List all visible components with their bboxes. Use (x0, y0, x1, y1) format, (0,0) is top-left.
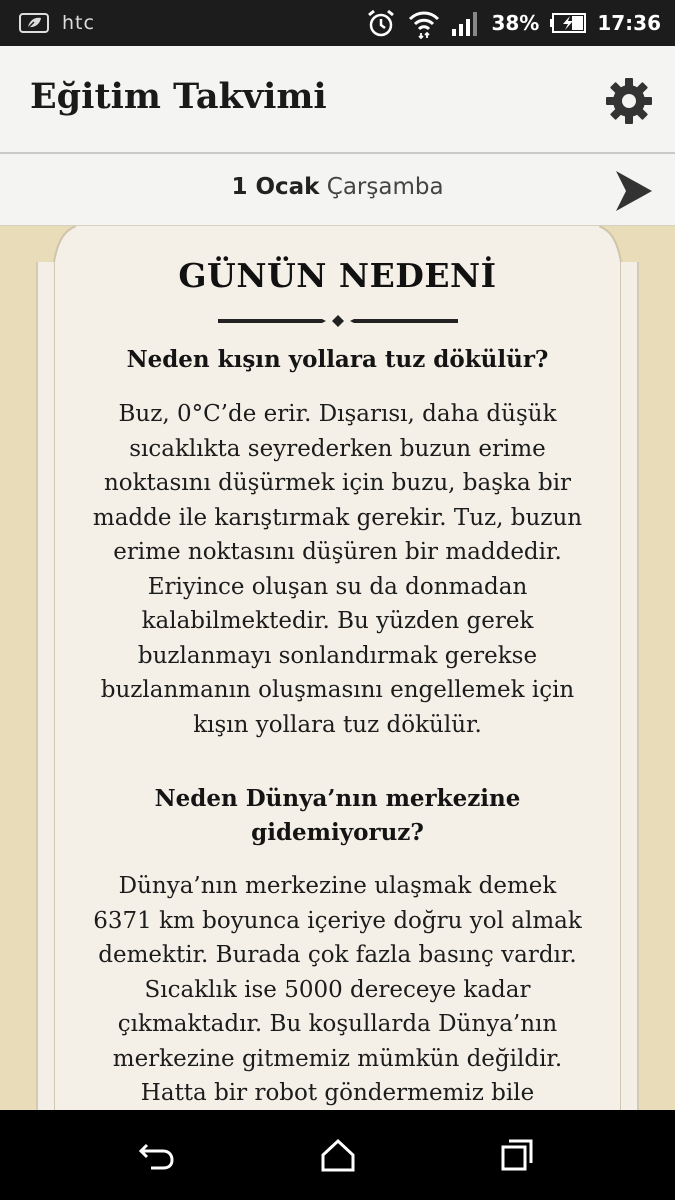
arrow-right-icon (612, 168, 656, 214)
answer-line: çıkmaktadır. Bu koşullarda Dünya’nın (117, 1011, 558, 1037)
system-nav-bar (0, 1110, 675, 1200)
gear-icon (602, 74, 656, 128)
question-1-answer (60, 397, 615, 742)
signal-icon (451, 9, 481, 37)
recents-icon (498, 1135, 538, 1175)
answer-line: sıcaklıkta seyrederken buzun erime (129, 435, 546, 462)
status-right (365, 0, 661, 46)
question-title-line: Neden Dünya’nın merkezine (154, 785, 521, 812)
answer-line: kışın yollara tuz dökülür. (193, 711, 482, 738)
answer-line: buzlanmayı sonlandırmak gerekse (137, 642, 538, 669)
question-title-line: Neden kışın yollara tuz dökülür? (126, 346, 549, 373)
question-2-title (60, 782, 615, 850)
answer-line: merkezine gitmemiz mümkün değildir. (112, 1045, 563, 1072)
date-day: 1 Ocak (231, 174, 320, 200)
answer-line: Hatta bir robot göndermemiz bile (140, 1080, 535, 1106)
date-navigator (0, 152, 675, 226)
back-button[interactable] (137, 1135, 177, 1175)
date-weekday: Çarşamba (326, 174, 444, 200)
home-icon (318, 1135, 358, 1175)
answer-line: madde ile karıştırmak gerekir. Tuz, buzun (92, 504, 583, 531)
answer-line: erime noktasını düşüren bir maddedir. (113, 539, 562, 565)
status-left (18, 11, 95, 35)
answer-line: Dünya’nın merkezine ulaşmak demek (118, 873, 557, 899)
question-title-line: gidemiyoruz? (251, 819, 424, 846)
question-1-title (60, 343, 615, 377)
answer-line: demektir. Burada çok fazla basınç vardır. (98, 942, 577, 968)
answer-line: Buz, 0°C’de erir. Dışarısı, daha düşük (118, 401, 557, 427)
battery-charging-icon (549, 11, 587, 35)
recents-button[interactable] (498, 1135, 538, 1175)
app-title: Eğitim Takvimi (30, 76, 327, 117)
section-title: GÜNÜN NEDENİ (178, 256, 497, 295)
status-bar (0, 0, 675, 46)
app-bar (0, 46, 675, 152)
answer-line: kalabilmektedir. Bu yüzden gerek (141, 608, 534, 634)
current-date (0, 174, 675, 200)
answer-line: noktasını düşürmek için buzu, başka bir (103, 470, 572, 496)
back-icon (137, 1135, 177, 1175)
carrier-label: htc (62, 12, 95, 34)
clock: 17:36 (597, 11, 661, 35)
answer-line: Sıcaklık ise 5000 dereceye kadar (144, 976, 531, 1003)
next-day-button[interactable] (612, 168, 656, 214)
answer-line: 6371 km boyunca içeriye doğru yol almak (93, 907, 582, 934)
leaf-notification-icon (18, 11, 50, 35)
wifi-icon (407, 7, 441, 39)
home-button[interactable] (318, 1135, 358, 1175)
alarm-icon (365, 7, 397, 39)
divider-ornament (218, 314, 458, 328)
question-2-answer (60, 869, 615, 1111)
answer-line: Eriyince oluşan su da donmadan (147, 573, 528, 600)
answer-line: buzlanmanın oluşmasını engellemek için (100, 677, 575, 703)
settings-button[interactable] (602, 74, 656, 128)
battery-percent: 38% (491, 11, 540, 35)
